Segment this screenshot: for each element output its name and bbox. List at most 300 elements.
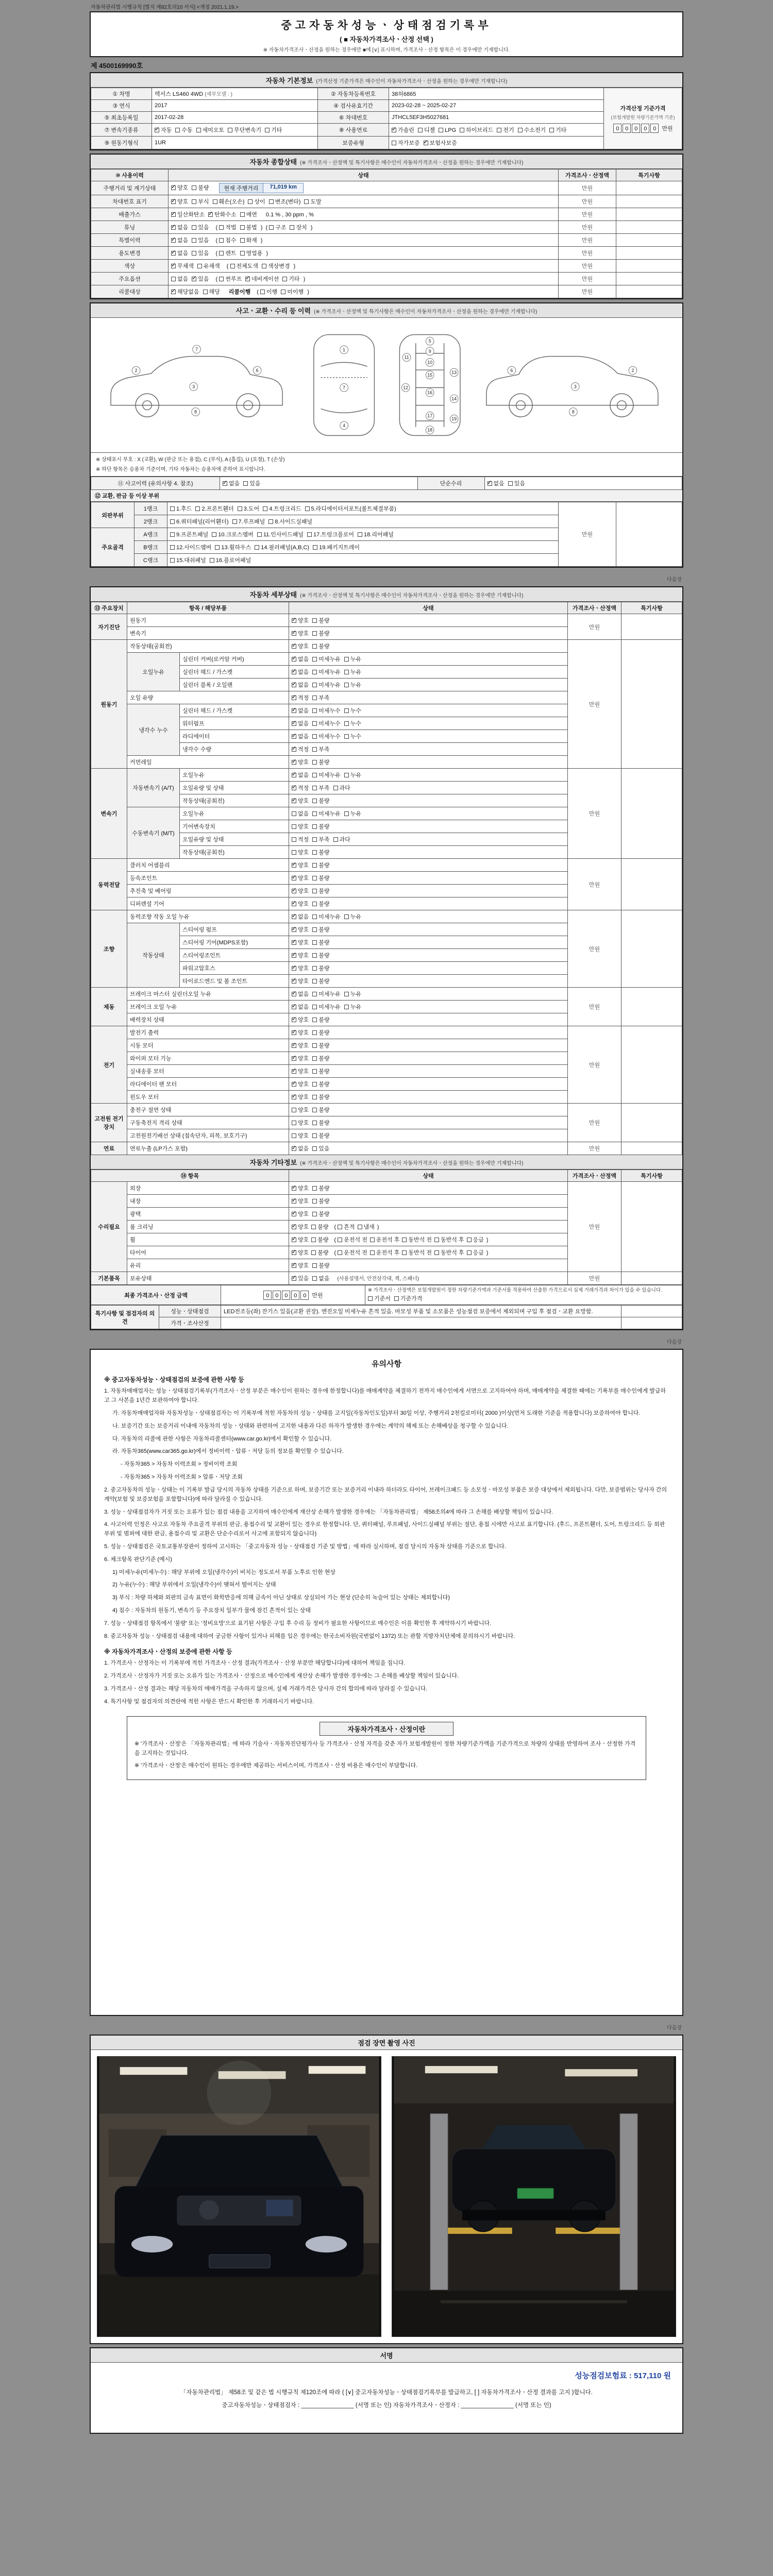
checkbox-동반석 후[interactable] <box>434 1248 464 1257</box>
svg-text:16: 16 <box>427 390 433 396</box>
checkbox-불량[interactable] <box>312 861 329 869</box>
checkbox-불량[interactable] <box>312 925 329 934</box>
checkbox-양호[interactable] <box>171 183 188 192</box>
checkbox-label: 없음 <box>177 250 189 257</box>
detail-col-note: 특기사항 <box>621 602 682 614</box>
note-cell <box>616 234 682 247</box>
accident-header <box>91 303 682 318</box>
item-state <box>289 1233 568 1246</box>
checkbox-불량[interactable] <box>312 1067 329 1075</box>
checkbox-전체도색[interactable] <box>230 262 259 270</box>
checkbox-불량[interactable] <box>312 629 329 637</box>
svg-text:13: 13 <box>451 369 457 375</box>
checkbox-없음[interactable] <box>292 668 309 676</box>
checkbox-2.프론트휀더[interactable] <box>195 504 233 513</box>
checkbox-10.크로스멤버[interactable] <box>212 530 253 538</box>
checkbox-있음[interactable] <box>508 479 525 487</box>
checkbox-운전석 전[interactable] <box>338 1235 367 1244</box>
price-cell: 만원 <box>568 910 621 988</box>
checkbox-누유[interactable] <box>344 990 361 998</box>
checkbox-11.인사이드패널[interactable] <box>257 530 304 538</box>
checkbox-가솔린[interactable] <box>392 126 414 134</box>
checkbox-동반석 전[interactable] <box>402 1235 432 1244</box>
checkbox-전기[interactable] <box>497 126 514 134</box>
etc-info-table <box>91 1170 682 1285</box>
svg-text:7: 7 <box>195 346 198 352</box>
checkbox-icon <box>338 1250 342 1255</box>
checkbox-부족[interactable] <box>312 693 329 702</box>
item-group: 작동상태 <box>127 923 180 988</box>
checkbox-label: 침수 <box>225 238 237 244</box>
checkbox-미세누수[interactable] <box>312 706 341 715</box>
checkbox-양호[interactable] <box>292 874 309 882</box>
note-cell <box>616 247 682 260</box>
checkbox-없음[interactable] <box>292 1144 309 1153</box>
device-name: 조향 <box>91 910 127 988</box>
checkbox-불량[interactable] <box>312 951 329 959</box>
checkbox-양호[interactable] <box>292 796 309 805</box>
checkbox-양호[interactable] <box>292 938 309 946</box>
checkbox-label: 양호 <box>298 978 309 985</box>
checkbox-부족[interactable] <box>312 784 329 792</box>
checkbox-icon <box>292 1199 296 1204</box>
checkbox-동반석 후[interactable] <box>434 1235 464 1244</box>
checkbox-적정[interactable] <box>292 693 309 702</box>
checkbox-양호[interactable] <box>292 1106 309 1114</box>
checkbox-양호[interactable] <box>292 1184 309 1192</box>
checkbox-미이행[interactable] <box>281 287 304 296</box>
checkbox-label: 불량 <box>318 824 330 831</box>
checkbox-기타[interactable] <box>282 275 299 283</box>
checkbox-양호[interactable] <box>292 848 309 856</box>
checkbox-있음[interactable] <box>192 249 209 257</box>
checkbox-불량[interactable] <box>312 1015 329 1024</box>
checkbox-도말[interactable] <box>304 197 321 206</box>
checkbox-불량[interactable] <box>312 1093 329 1101</box>
checkbox-있음[interactable] <box>192 275 209 283</box>
checkbox-불량[interactable] <box>312 887 329 895</box>
checkbox-양호[interactable] <box>292 1054 309 1062</box>
checkbox-과다[interactable] <box>333 784 350 792</box>
checkbox-없음[interactable] <box>292 681 309 689</box>
checkbox-있음[interactable] <box>292 1274 309 1282</box>
checkbox-누수[interactable] <box>344 732 361 740</box>
checkbox-없음[interactable] <box>171 236 188 244</box>
rank-items <box>167 502 559 515</box>
checkbox-icon <box>344 811 349 816</box>
checkbox-불량[interactable] <box>312 1106 329 1114</box>
checkbox-양호[interactable] <box>171 197 188 206</box>
checkbox-label: 네비게이션 <box>251 276 279 283</box>
checkbox-icon <box>312 863 317 868</box>
checkbox-미세누유[interactable] <box>312 771 341 779</box>
checkbox-17.트렁크플로어[interactable] <box>307 530 354 538</box>
checkbox-없음[interactable] <box>292 732 309 740</box>
price-cell: 만원 <box>568 1104 621 1142</box>
checkbox-화재[interactable] <box>240 236 257 244</box>
checkbox-불량[interactable] <box>312 642 329 650</box>
checkbox-상이[interactable] <box>248 197 265 206</box>
checkbox-label: 불량 <box>318 631 330 637</box>
checkbox-1.후드[interactable] <box>170 504 192 513</box>
checkbox-불량[interactable] <box>312 1184 329 1192</box>
svg-text:4: 4 <box>343 422 346 428</box>
sub-options: ( 렌트 영업용 ) <box>216 250 268 257</box>
checkbox-양호[interactable] <box>292 1235 309 1244</box>
checkbox-14.필러패널(A,B,C)[interactable] <box>255 543 309 551</box>
car-damage-diagram <box>96 322 673 446</box>
price-survey-info-lines <box>135 1740 638 1771</box>
checkbox-양호[interactable] <box>292 887 309 895</box>
checkbox-해당[interactable] <box>203 287 220 296</box>
checkbox-3.도어[interactable] <box>238 504 259 513</box>
checkbox-양호[interactable] <box>292 1093 309 1101</box>
overall-row <box>91 195 682 208</box>
checkbox-누유[interactable] <box>344 681 361 689</box>
checkbox-없음[interactable] <box>312 1274 329 1282</box>
checkbox-icon <box>333 786 338 790</box>
checkbox-icon <box>434 1250 439 1255</box>
checkbox-불량[interactable] <box>312 1041 329 1049</box>
checkbox-icon <box>312 734 317 739</box>
item-state <box>289 949 568 962</box>
checkbox-icon <box>292 1069 296 1074</box>
checkbox-양호[interactable] <box>292 642 309 650</box>
checkbox-미세누유[interactable] <box>312 681 341 689</box>
signature-statement-2[interactable]: 중고자동차성능ㆍ상태점검자 : ________________ (서명 또는 인) 자동차가격조사ㆍ산정자 : ________________ (서명 또는 인) <box>222 2402 551 2409</box>
checkbox-5.라디에이터서포트(볼트체결부품)[interactable] <box>305 504 396 513</box>
checkbox-icon <box>171 290 176 294</box>
checkbox-icon <box>312 1121 317 1125</box>
checkbox-8.사이드실패널[interactable] <box>268 517 312 526</box>
checkbox-16.플로어패널[interactable] <box>210 556 251 564</box>
checkbox-icon <box>171 212 176 217</box>
checkbox-없음[interactable] <box>292 655 309 663</box>
checkbox-양호[interactable] <box>292 822 309 831</box>
checkbox-없음[interactable] <box>171 249 188 257</box>
checkbox-이행[interactable] <box>260 287 277 296</box>
inspection-label: ④ 검사유효기간 <box>318 100 389 112</box>
checkbox-icon <box>155 128 159 132</box>
checkbox-없음[interactable] <box>292 990 309 998</box>
checkbox-불량[interactable] <box>311 1248 328 1257</box>
item-name: 타이로드엔드 및 볼 조인트 <box>180 975 289 988</box>
checkbox-없음[interactable] <box>292 706 309 715</box>
checkbox-미세누유[interactable] <box>312 912 341 921</box>
checkbox-18.리어패널[interactable] <box>358 530 394 538</box>
rank-label: C랭크 <box>135 554 167 567</box>
checkbox-양호[interactable] <box>292 1197 309 1205</box>
item-state <box>289 1246 568 1259</box>
checkbox-과다[interactable] <box>333 835 350 843</box>
checkbox-유채색[interactable] <box>197 262 220 270</box>
checkbox-하이브리드[interactable] <box>460 126 493 134</box>
checkbox-기타[interactable] <box>265 126 282 134</box>
checkbox-없음[interactable] <box>223 479 240 487</box>
checkbox-6.쿼터패널(리어휀더)[interactable] <box>170 517 229 526</box>
final-price-label: 최종 가격조사ㆍ산정 금액 <box>91 1285 221 1305</box>
checkbox-보험사보증[interactable] <box>424 139 457 147</box>
checkbox-적정[interactable] <box>292 745 309 753</box>
checkbox-label: 동반석 전 <box>408 1250 432 1257</box>
price-survey-select[interactable]: ( ■ 자동차가격조사ㆍ산정 선택 ) <box>340 36 433 43</box>
checkbox-15.대쉬패널[interactable] <box>170 556 206 564</box>
checkbox-label: 불량 <box>318 1198 330 1205</box>
checkbox-흔적[interactable] <box>338 1223 355 1231</box>
checkbox-응급[interactable] <box>467 1248 484 1257</box>
checkbox-침수[interactable] <box>219 236 236 244</box>
checkbox-양호[interactable] <box>292 1131 309 1140</box>
checkbox-label: 양호 <box>298 927 309 934</box>
checkbox-누수[interactable] <box>344 706 361 715</box>
checkbox-icon <box>292 1108 296 1112</box>
checkbox-13.휠하우스[interactable] <box>215 543 251 551</box>
checkbox-매연[interactable] <box>240 210 257 218</box>
checkbox-누유[interactable] <box>344 771 361 779</box>
checkbox-무채색[interactable] <box>171 262 194 270</box>
note-cell <box>621 1272 682 1285</box>
checkbox-기준서[interactable] <box>368 1294 391 1302</box>
checkbox-label: 없음 <box>298 669 309 676</box>
sub-options: ( 운전석 전 운전석 후 동반석 전 동반석 후 응급 ) <box>334 1250 489 1256</box>
checkbox-icon <box>338 1238 342 1242</box>
checkbox-icon <box>368 1296 373 1301</box>
checkbox-양호[interactable] <box>292 1028 309 1037</box>
document-page <box>90 0 683 2434</box>
note-cell <box>621 1026 682 1104</box>
checkbox-icon <box>248 199 253 204</box>
checkbox-불량[interactable] <box>312 964 329 972</box>
checkbox-없음[interactable] <box>292 719 309 727</box>
checkbox-누유[interactable] <box>344 655 361 663</box>
note-cell <box>621 614 682 640</box>
checkbox-없음[interactable] <box>488 479 505 487</box>
checkbox-기타[interactable] <box>549 126 566 134</box>
checkbox-LPG[interactable] <box>439 127 456 133</box>
checkbox-불량[interactable] <box>312 1028 329 1037</box>
checkbox-누유[interactable] <box>344 1003 361 1011</box>
checkbox-4.트렁크리드[interactable] <box>263 504 301 513</box>
checkbox-19.패키지트레이[interactable] <box>313 543 360 551</box>
checkbox-없음[interactable] <box>292 912 309 921</box>
checkbox-양호[interactable] <box>292 861 309 869</box>
year-value: 2017 <box>152 100 318 112</box>
checkbox-수동[interactable] <box>175 126 192 134</box>
checkbox-적정[interactable] <box>292 835 309 843</box>
checkbox-부족[interactable] <box>312 835 329 843</box>
checkbox-불량[interactable] <box>311 1223 328 1231</box>
checkbox-썬루프[interactable] <box>219 275 242 283</box>
checkbox-양호[interactable] <box>292 629 309 637</box>
checkbox-있음[interactable] <box>312 1144 329 1153</box>
checkbox-양호[interactable] <box>292 1261 309 1269</box>
odometer-label: 현재 주행거리 <box>220 183 264 193</box>
checkbox-해당없음[interactable] <box>171 287 199 296</box>
checkbox-운전석 전[interactable] <box>338 1248 367 1257</box>
checkbox-누유[interactable] <box>344 809 361 818</box>
checkbox-네비게이션[interactable] <box>245 275 279 283</box>
status-code-legend: ※ 상태표시 부호 : X (교환), W (판금 또는 용접), C (부식), A (흠집), U (요철), T (손상) <box>96 457 285 463</box>
checkbox-불량[interactable] <box>312 1131 329 1140</box>
checkbox-자가보증[interactable] <box>392 139 420 147</box>
checkbox-label: 양호 <box>298 824 309 831</box>
checkbox-불량[interactable] <box>312 874 329 882</box>
checkbox-양호[interactable] <box>292 758 309 766</box>
checkbox-냄새[interactable] <box>358 1223 375 1231</box>
checkbox-영업용[interactable] <box>240 249 263 257</box>
checkbox-양호[interactable] <box>292 900 309 908</box>
checkbox-label: 냄새 <box>363 1224 375 1231</box>
checkbox-9.프론트패널[interactable] <box>170 530 208 538</box>
checkbox-없음[interactable] <box>171 275 188 283</box>
checkbox-없음[interactable] <box>171 223 188 231</box>
price-cell: 만원 <box>559 195 616 208</box>
checkbox-디젤[interactable] <box>418 126 435 134</box>
checkbox-icon <box>292 1133 296 1138</box>
checkbox-label: 미세누유 <box>318 669 341 676</box>
checkbox-label: 13.휠하우스 <box>221 545 251 551</box>
row-state <box>169 247 559 260</box>
checkbox-양호[interactable] <box>292 1041 309 1049</box>
checkbox-양호[interactable] <box>292 964 309 972</box>
checkbox-없음[interactable] <box>292 1003 309 1011</box>
checkbox-양호[interactable] <box>292 1080 309 1088</box>
checkbox-있음[interactable] <box>192 236 209 244</box>
checkbox-누수[interactable] <box>344 719 361 727</box>
checkbox-양호[interactable] <box>292 1223 309 1231</box>
checkbox-세미오토[interactable] <box>196 126 225 134</box>
checkbox-운전석 후[interactable] <box>370 1235 400 1244</box>
checkbox-icon <box>292 1005 296 1009</box>
checkbox-있음[interactable] <box>192 223 209 231</box>
checkbox-label: 미세누수 <box>318 721 341 727</box>
checkbox-불량[interactable] <box>311 1235 328 1244</box>
checkbox-label: 양호 <box>298 1017 309 1024</box>
note-cell <box>621 1317 682 1329</box>
checkbox-변조(변타)[interactable] <box>269 197 301 206</box>
checkbox-운전석 후[interactable] <box>370 1248 400 1257</box>
checkbox-불량[interactable] <box>312 1197 329 1205</box>
checkbox-label: 도말 <box>310 199 322 206</box>
checkbox-불량[interactable] <box>312 848 329 856</box>
checkbox-기준가격[interactable] <box>394 1294 423 1302</box>
checkbox-양호[interactable] <box>292 616 309 624</box>
checkbox-불량[interactable] <box>312 616 329 624</box>
checkbox-불량[interactable] <box>312 977 329 985</box>
checkbox-불량[interactable] <box>312 1210 329 1218</box>
checkbox-미세누유[interactable] <box>312 809 341 818</box>
checkbox-동반석 전[interactable] <box>402 1248 432 1257</box>
checkbox-훼손(오손)[interactable] <box>213 197 245 206</box>
checkbox-불량[interactable] <box>312 1054 329 1062</box>
first-reg-label: ⑤ 최초등록일 <box>91 112 152 124</box>
checkbox-불량[interactable] <box>312 1080 329 1088</box>
checkbox-icon <box>292 876 296 880</box>
checkbox-색상변경[interactable] <box>262 262 290 270</box>
checkbox-양호[interactable] <box>292 1118 309 1127</box>
checkbox-렌트[interactable] <box>219 249 236 257</box>
checkbox-무단변속기[interactable] <box>228 126 261 134</box>
checkbox-불량[interactable] <box>312 900 329 908</box>
checkbox-불량[interactable] <box>192 183 209 192</box>
checkbox-응급[interactable] <box>467 1235 484 1244</box>
checkbox-label: 응급 <box>473 1237 484 1244</box>
checkbox-미세누유[interactable] <box>312 990 341 998</box>
checkbox-부식[interactable] <box>192 197 209 206</box>
checkbox-탄화수소[interactable] <box>208 210 237 218</box>
checkbox-있음[interactable] <box>243 479 260 487</box>
overall-row <box>91 273 682 285</box>
checkbox-불량[interactable] <box>312 1118 329 1127</box>
checkbox-불량[interactable] <box>312 822 329 831</box>
price-cell: 만원 <box>559 260 616 273</box>
checkbox-없음[interactable] <box>292 771 309 779</box>
final-price-note: ※ 가격조사ㆍ산정액은 보험개발원이 정한 차량기준가액과 기준서를 적용하여 산출한 가격으로서 실제 거래가격과 차이가 있을 수 있습니다. <box>368 1287 662 1294</box>
checkbox-양호[interactable] <box>292 1015 309 1024</box>
item-name: 작동상태(공회전) <box>180 846 289 859</box>
checkbox-label: 있음 <box>249 481 261 487</box>
checkbox-부족[interactable] <box>312 745 329 753</box>
checkbox-적법[interactable] <box>219 223 236 231</box>
checkbox-누유[interactable] <box>344 668 361 676</box>
checkbox-label: 양호 <box>298 901 309 908</box>
checkbox-미세누유[interactable] <box>312 1003 341 1011</box>
checkbox-label: 15.대쉬패널 <box>176 557 206 564</box>
checkbox-불량[interactable] <box>312 1261 329 1269</box>
checkbox-양호[interactable] <box>292 951 309 959</box>
item-name: 시동 모터 <box>127 1039 289 1052</box>
checkbox-불량[interactable] <box>312 796 329 805</box>
checkbox-불법[interactable] <box>240 223 257 231</box>
checkbox-label: 불량 <box>318 1120 330 1127</box>
checkbox-양호[interactable] <box>292 977 309 985</box>
item-state <box>289 910 568 923</box>
checkbox-icon <box>292 902 296 906</box>
checkbox-양호[interactable] <box>292 1248 309 1257</box>
checkbox-양호[interactable] <box>292 925 309 934</box>
checkbox-icon <box>344 657 349 662</box>
checkbox-일산화탄소[interactable] <box>171 210 205 218</box>
checkbox-불량[interactable] <box>312 938 329 946</box>
checkbox-7.루프패널[interactable] <box>232 517 265 526</box>
checkbox-label: 양호 <box>298 953 309 959</box>
checkbox-icon <box>265 128 270 132</box>
checkbox-미세누유[interactable] <box>312 668 341 676</box>
checkbox-적정[interactable] <box>292 784 309 792</box>
checkbox-양호[interactable] <box>292 1210 309 1218</box>
checkbox-12.사이드멤버[interactable] <box>170 543 211 551</box>
item-state <box>289 1013 568 1026</box>
checkbox-미세누수[interactable] <box>312 719 341 727</box>
checkbox-미세누수[interactable] <box>312 732 341 740</box>
final-price-table <box>91 1285 682 1305</box>
checkbox-자동[interactable] <box>155 126 172 134</box>
rank-items <box>167 554 559 567</box>
note-cell <box>621 1182 682 1272</box>
checkbox-누유[interactable] <box>344 912 361 921</box>
checkbox-label: 부족 <box>318 785 330 792</box>
checkbox-없음[interactable] <box>292 809 309 818</box>
checkbox-불량[interactable] <box>312 758 329 766</box>
checkbox-구조[interactable] <box>269 223 286 231</box>
price-cell: 만원 <box>559 502 616 567</box>
checkbox-수소전기[interactable] <box>518 126 546 134</box>
checkbox-장치[interactable] <box>290 223 307 231</box>
checkbox-양호[interactable] <box>292 1067 309 1075</box>
item-state <box>289 1259 568 1272</box>
note-cell <box>621 1104 682 1142</box>
checkbox-미세누유[interactable] <box>312 655 341 663</box>
